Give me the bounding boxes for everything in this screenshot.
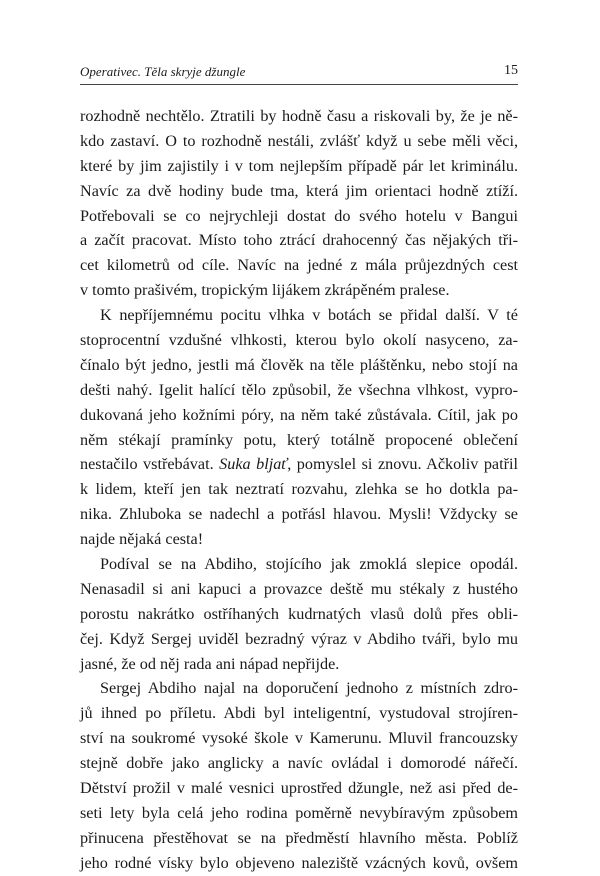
text-line: Navíc za dvě hodiny bude tma, která jim orientaci hodně ztíží. (80, 181, 518, 200)
text-line: přinucena přestěhovat se na předměstí hlavního města. Poblíž (80, 828, 518, 847)
text-line: Sergej Abdiho najal na doporučení jednoho z místních zdro- (100, 679, 518, 698)
italic-phrase: Suka bljať (219, 455, 288, 474)
text-line: Podíval se na Abdiho, stojícího jak zmoklá slepice opodál. (100, 555, 518, 574)
text-line: jasné, že od něj rada ani nápad nepřijde. (80, 654, 340, 673)
text-line: stoprocentní vzdušné vlhkosti, kterou bylo okolí nasyceno, za- (80, 331, 518, 350)
text-line: čej. Když Sergej uviděl bezradný výraz v Abdiho tváři, bylo mu (80, 629, 518, 648)
text-line: cet kilometrů od cíle. Navíc na jedné z mála průjezdných cest (80, 256, 518, 275)
text-line: čínalo být jedno, jestli má člověk na těle pláštěnku, nebo stojí na (80, 355, 518, 374)
running-header (80, 62, 518, 85)
text-line: dukovaná jeho kožními póry, na něm také zůstávala. Cítil, jak po (80, 405, 518, 424)
body-text (80, 104, 518, 876)
text-line: ství na soukromé vysoké škole v Kamerunu. Mluvil francouzsky (80, 729, 518, 748)
text-line: jeho rodné vísky bylo objeveno naleziště vzácných kovů, ovšem (80, 853, 518, 872)
text-line: Potřebovali se co nejrychleji dostat do svého hotelu v Bangui (80, 206, 518, 225)
text-line: stejně dobře jako anglicky a navíc ovládal i domorodé nářečí. (80, 754, 518, 773)
text-line: rozhodně nechtělo. Ztratili by hodně času a riskovali by, že je ně- (80, 107, 518, 125)
running-title: Operativec. Těla skryje džungle (80, 64, 246, 79)
text-line: dešti nahý. Igelit halící tělo způsobil, že všechna vlhkost, vypro- (80, 380, 518, 399)
text-line-with-italic (80, 452, 518, 477)
text-line: seti lety byla celá jeho rodina poměrně nevybíravým způsobem (80, 803, 518, 822)
text-line: najde nějaká cesta! (80, 530, 204, 549)
text-line: v tomto prašivém, tropickým lijákem zkrápěném pralese. (80, 281, 450, 300)
text-run: nestačilo vstřebávat. (80, 455, 220, 474)
text-line: které by jim zajistily i v tom nejlepším případě pár let kriminálu. (80, 156, 518, 175)
text-line: Dětství prožil v malé vesnici uprostřed džungle, než asi před de- (80, 779, 518, 798)
text-line: Nenasadil si ani kapuci a provazce deště mu stékaly z hustého (80, 579, 518, 598)
text-line: něm stékají pramínky potu, který totálně propocené oblečení (80, 430, 518, 449)
text-line: jů ihned po příletu. Abdi byl inteligentní, vystudoval strojíren- (80, 704, 518, 723)
text-run: , pomyslel si znovu. Ačkoliv patřil (287, 455, 518, 474)
text-line: a začít pracovat. Místo toho ztrácí drahocenný čas nějakých tři- (80, 231, 518, 250)
text-line: k lidem, kteří jen tak neztratí rozvahu, zlehka se ho dotkla pa- (80, 480, 518, 499)
page-number: 15 (504, 63, 518, 78)
text-line: nika. Zhluboka se nadechl a potřásl hlavou. Mysli! Vždycky se (80, 505, 518, 524)
text-line: kdo zastaví. O to rozhodně nestáli, zvlášť když u sebe měli věci, (80, 131, 518, 150)
text-line: porostu nakrátko ostříhaných kudrnatých vlasů dolů přes obli- (80, 604, 518, 623)
text-line: K nepříjemnému pocitu vlhka v botách se přidal další. V té (100, 306, 518, 325)
